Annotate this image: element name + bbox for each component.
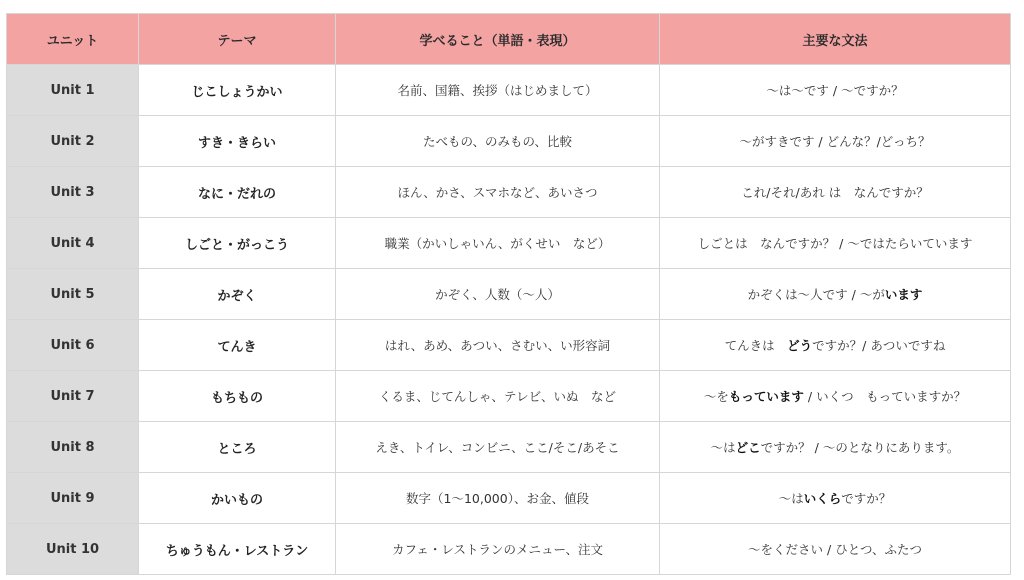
grammar-emphasis: どこ [735, 440, 761, 455]
unit-cell: Unit 2 [7, 116, 139, 167]
table-row [7, 524, 1011, 575]
table-row [7, 269, 1011, 320]
learn-cell: 名前、国籍、挨拶（はじめまして） [336, 65, 660, 116]
theme-cell: じこしょうかい [139, 65, 336, 116]
unit-cell: Unit 8 [7, 422, 139, 473]
learn-cell: くるま、じてんしゃ、テレビ、いぬ など [336, 371, 660, 422]
grammar-text: 〜は [778, 491, 804, 506]
grammar-cell [660, 116, 1011, 167]
learn-cell: たべもの、のみもの、比較 [336, 116, 660, 167]
table-row [7, 371, 1011, 422]
learn-cell: 数字（1〜10,000）、お金、値段 [336, 473, 660, 524]
grammar-text: 〜は〜です / 〜ですか？ [766, 83, 904, 98]
theme-cell: ところ [139, 422, 336, 473]
header-row [7, 14, 1011, 65]
grammar-text: 〜を [703, 389, 729, 404]
header-theme: テーマ [139, 14, 336, 65]
theme-cell: てんき [139, 320, 336, 371]
theme-cell: かぞく [139, 269, 336, 320]
learn-cell: ほん、かさ、スマホなど、あいさつ [336, 167, 660, 218]
header-unit: ユニット [7, 14, 139, 65]
grammar-cell [660, 65, 1011, 116]
unit-cell: Unit 1 [7, 65, 139, 116]
theme-cell: なに・だれの [139, 167, 336, 218]
unit-cell: Unit 5 [7, 269, 139, 320]
theme-cell: もちもの [139, 371, 336, 422]
learn-cell: えき、トイレ、コンビニ、ここ/そこ/あそこ [336, 422, 660, 473]
grammar-cell [660, 167, 1011, 218]
grammar-cell [660, 269, 1011, 320]
curriculum-table-container [6, 13, 1010, 575]
unit-cell: Unit 7 [7, 371, 139, 422]
grammar-emphasis: いくら [803, 491, 842, 506]
grammar-cell [660, 320, 1011, 371]
table-body [7, 65, 1011, 575]
unit-cell: Unit 6 [7, 320, 139, 371]
grammar-text: ですか？ / 〜のとなりにあります。 [760, 440, 960, 455]
table-row [7, 65, 1011, 116]
grammar-text: 〜は [710, 440, 736, 455]
learn-cell: 職業（かいしゃいん、がくせい など） [336, 218, 660, 269]
theme-cell: ちゅうもん・レストラン [139, 524, 336, 575]
grammar-emphasis: います [884, 287, 923, 302]
grammar-cell [660, 524, 1011, 575]
theme-cell: かいもの [139, 473, 336, 524]
grammar-text: 〜をください / ひとつ、ふたつ [748, 542, 922, 557]
grammar-cell [660, 422, 1011, 473]
header-learn: 学べること（単語・表現） [336, 14, 660, 65]
grammar-text: これ/それ/あれ は なんですか？ [741, 185, 929, 200]
unit-cell: Unit 9 [7, 473, 139, 524]
table-row [7, 218, 1011, 269]
table-row [7, 422, 1011, 473]
learn-cell: かぞく、人数（〜人） [336, 269, 660, 320]
learn-cell: はれ、あめ、あつい、さむい、い形容詞 [336, 320, 660, 371]
unit-cell: Unit 4 [7, 218, 139, 269]
table-row [7, 473, 1011, 524]
table-row [7, 320, 1011, 371]
unit-cell: Unit 3 [7, 167, 139, 218]
grammar-emphasis: どう [787, 338, 813, 353]
grammar-text: 〜がすきです / どんな？/どっち？ [739, 134, 931, 149]
table-row [7, 167, 1011, 218]
theme-cell: すき・きらい [139, 116, 336, 167]
grammar-cell [660, 218, 1011, 269]
grammar-emphasis: もっています [728, 389, 804, 404]
table-header [7, 14, 1011, 65]
header-grammar: 主要な文法 [660, 14, 1011, 65]
theme-cell: しごと・がっこう [139, 218, 336, 269]
grammar-cell [660, 371, 1011, 422]
grammar-text: ですか？/ あついですね [812, 338, 946, 353]
grammar-text: かぞくは〜人です / 〜が [747, 287, 885, 302]
grammar-cell [660, 473, 1011, 524]
curriculum-table [6, 13, 1011, 575]
unit-cell: Unit 10 [7, 524, 139, 575]
grammar-text: しごとは なんですか？ / 〜ではたらいています [697, 236, 973, 251]
table-row [7, 116, 1011, 167]
learn-cell: カフェ・レストランのメニュー、注文 [336, 524, 660, 575]
grammar-text: / いくつ もっていますか？ [803, 389, 967, 404]
grammar-text: ですか？ [841, 491, 892, 506]
grammar-text: てんきは [724, 338, 788, 353]
